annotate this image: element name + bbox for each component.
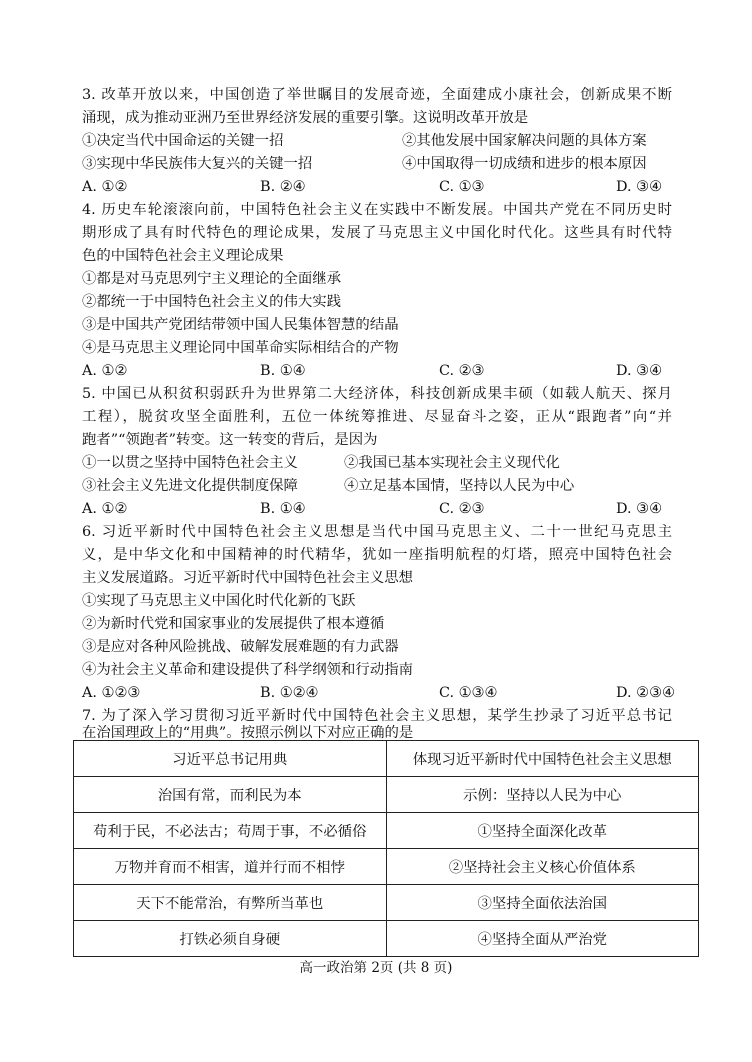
q4-stem-line-1: 4. 历史车轮滚滚向前，中国特色社会主义在实践中不断发展。中国共产党在不同历史时 bbox=[82, 202, 672, 218]
q5-stem-line-2: 工程），脱贫攻坚全面胜利，五位一体统筹推进、尽显奋斗之姿，正从“跟跑者”向“并 bbox=[82, 409, 672, 425]
q4-choice-d: D. ③④ bbox=[616, 363, 662, 379]
q3-option-4: ④中国取得一切成绩和进步的根本原因 bbox=[402, 156, 647, 172]
q3-options-row-1 bbox=[82, 130, 672, 152]
q5-options-row-2 bbox=[82, 475, 672, 497]
q6-stem-line-3: 主义发展道路。习近平新时代中国特色社会主义思想 bbox=[82, 570, 413, 586]
q5-option-1: ①一以贯之坚持中国特色社会主义 bbox=[82, 455, 298, 471]
q4-stem-line-3: 色的中国特色社会主义理论成果 bbox=[82, 248, 284, 264]
q5-option-4: ④立足基本国情，坚持以人民为中心 bbox=[344, 478, 575, 494]
q7-stem-line-2: 在治国理政上的“用典”。按照示例以下对应正确的是 bbox=[82, 725, 414, 741]
q3-choice-d: D. ③④ bbox=[616, 179, 662, 195]
q3-option-3: ③实现中华民族伟大复兴的关键一招 bbox=[82, 156, 313, 172]
table-cell-quote: 万物并育而不相害，道并行而不相悖 bbox=[74, 849, 387, 885]
q4-option-3: ③是中国共产党团结带领中国人民集体智慧的结晶 bbox=[82, 317, 399, 333]
table-row bbox=[74, 777, 699, 813]
q4-option-1: ①都是对马克思列宁主义理论的全面继承 bbox=[82, 271, 342, 287]
q3-options-row-2 bbox=[82, 153, 672, 175]
q5-choices bbox=[82, 498, 672, 520]
q6-stem-line-2: 义，是中华文化和中国精神的时代精华，犹如一座指明航程的灯塔，照亮中国特色社会 bbox=[82, 547, 672, 563]
q5-choice-a: A. ①② bbox=[82, 501, 128, 517]
q3-option-2: ②其他发展中国家解决问题的具体方案 bbox=[402, 133, 647, 149]
q5-stem-line-1: 5. 中国已从积贫积弱跃升为世界第二大经济体，科技创新成果丰硕（如载人航天、探月 bbox=[82, 386, 672, 402]
q5-stem-line-3: 跑者”“领跑者”转变。这一转变的背后，是因为 bbox=[82, 432, 378, 448]
table-header-cell: 习近平总书记用典 bbox=[74, 741, 387, 777]
q4-choices bbox=[82, 360, 672, 382]
table-cell-quote: 打铁必须自身硬 bbox=[74, 921, 387, 957]
table-cell-thought: 示例：坚持以人民为中心 bbox=[386, 777, 699, 813]
q3-choices bbox=[82, 176, 672, 198]
table-header-cell: 体现习近平新时代中国特色社会主义思想 bbox=[386, 741, 699, 777]
q3-stem-line-1: 3. 改革开放以来，中国创造了举世瞩目的发展奇迹，全面建成小康社会，创新成果不断 bbox=[82, 87, 672, 103]
q4-option-2: ②都统一于中国特色社会主义的伟大实践 bbox=[82, 294, 342, 310]
q6-option-2: ②为新时代党和国家事业的发展提供了根本遵循 bbox=[82, 616, 385, 632]
table-cell-thought: ④坚持全面从严治党 bbox=[386, 921, 699, 957]
q5-option-2: ②我国已基本实现社会主义现代化 bbox=[344, 455, 560, 471]
table-cell-thought: ②坚持社会主义核心价值体系 bbox=[386, 849, 699, 885]
table-cell-quote: 天下不能常治，有弊所当革也 bbox=[74, 885, 387, 921]
q6-choice-d: D. ②③④ bbox=[616, 685, 675, 701]
table-row bbox=[74, 921, 699, 957]
q6-option-3: ③是应对各种风险挑战、破解发展难题的有力武器 bbox=[82, 639, 399, 655]
q3-option-1: ①决定当代中国命运的关键一招 bbox=[82, 133, 284, 149]
q5-choice-d: D. ③④ bbox=[616, 501, 662, 517]
page-footer: 高一政治第 2页 (共 8 页) bbox=[299, 960, 453, 976]
q6-choice-c: C. ①③④ bbox=[439, 685, 498, 701]
q4-choice-a: A. ①② bbox=[82, 363, 128, 379]
q3-choice-c: C. ①③ bbox=[439, 179, 485, 195]
q5-choice-b: B. ①④ bbox=[260, 501, 306, 517]
q6-choice-b: B. ①②④ bbox=[260, 685, 319, 701]
q5-choice-c: C. ②③ bbox=[439, 501, 485, 517]
table-cell-thought: ①坚持全面深化改革 bbox=[386, 813, 699, 849]
q6-stem-line-1: 6. 习近平新时代中国特色社会主义思想是当代中国马克思主义、二十一世纪马克思主 bbox=[82, 524, 672, 540]
table-cell-quote: 治国有常，而利民为本 bbox=[74, 777, 387, 813]
q4-stem-line-2: 期形成了具有时代特色的理论成果，发展了马克思主义中国化时代化。这些具有时代特 bbox=[82, 225, 672, 241]
q3-choice-b: B. ②④ bbox=[260, 179, 306, 195]
table-cell-quote: 苟利于民，不必法古；苟周于事，不必循俗 bbox=[74, 813, 387, 849]
q6-choice-a: A. ①②③ bbox=[82, 685, 141, 701]
q4-choice-c: C. ②③ bbox=[439, 363, 485, 379]
q3-choice-a: A. ①② bbox=[82, 179, 128, 195]
quotation-table bbox=[73, 740, 699, 957]
q5-options-row-1 bbox=[82, 452, 672, 474]
table-row bbox=[74, 885, 699, 921]
table-row bbox=[74, 849, 699, 885]
q6-choices bbox=[82, 682, 675, 704]
table-cell-thought: ③坚持全面依法治国 bbox=[386, 885, 699, 921]
q6-option-4: ④为社会主义革命和建设提供了科学纲领和行动指南 bbox=[82, 662, 413, 678]
q5-option-3: ③社会主义先进文化提供制度保障 bbox=[82, 478, 298, 494]
table-header-row bbox=[74, 741, 699, 777]
q4-option-4: ④是马克思主义理论同中国革命实际相结合的产物 bbox=[82, 340, 399, 356]
q7-stem-line-1: 7. 为了深入学习贯彻习近平新时代中国特色社会主义思想，某学生抄录了习近平总书记 bbox=[82, 708, 672, 724]
q4-choice-b: B. ①④ bbox=[260, 363, 306, 379]
q6-option-1: ①实现了马克思主义中国化时代化新的飞跃 bbox=[82, 593, 356, 609]
q3-stem-line-2: 涌现，成为推动亚洲乃至世界经济发展的重要引擎。这说明改革开放是 bbox=[82, 110, 529, 126]
table-row bbox=[74, 813, 699, 849]
